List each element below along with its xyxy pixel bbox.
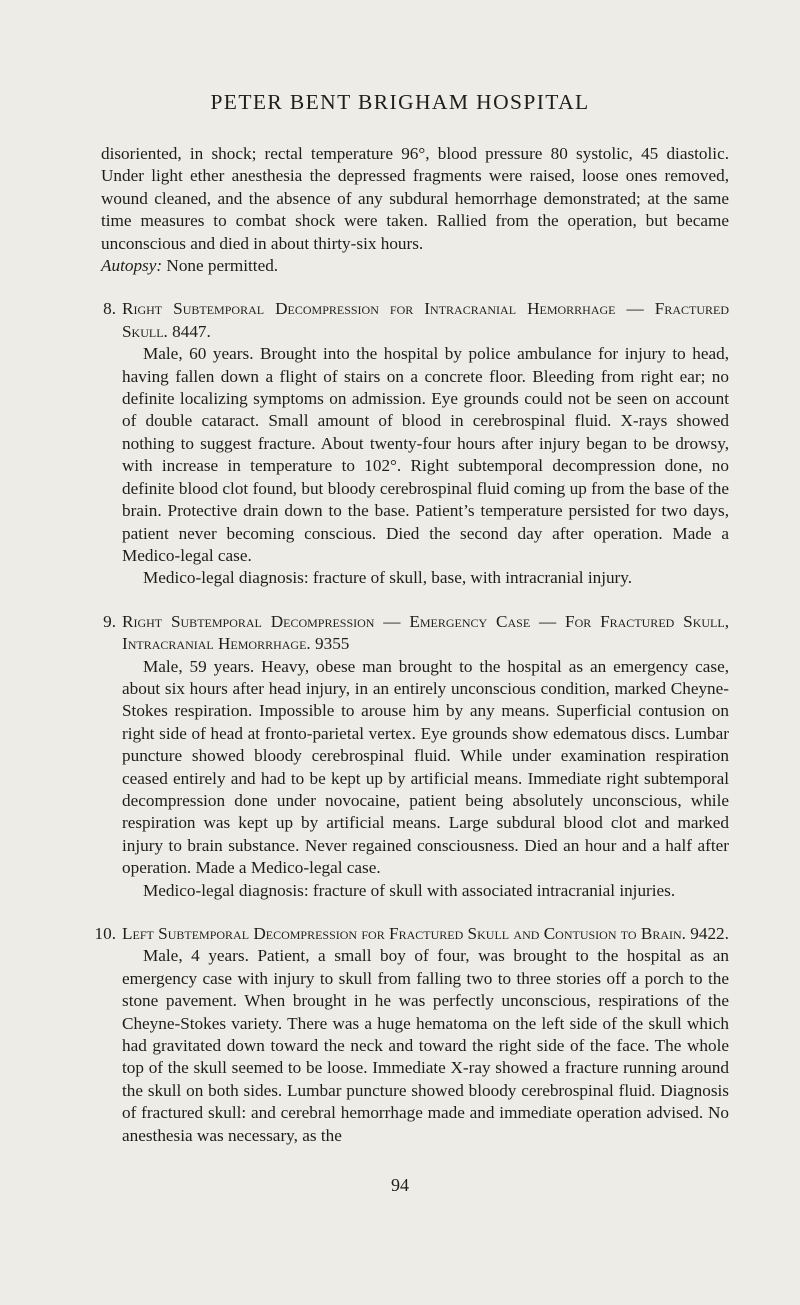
case-number: 10.: [94, 924, 116, 943]
case-number: 9.: [103, 611, 116, 631]
case-heading: [94, 923, 729, 945]
running-head: PETER BENT BRIGHAM HOSPITAL: [210, 90, 590, 114]
autopsy-text: None permitted.: [166, 256, 279, 276]
case-number: 8.: [103, 299, 116, 319]
case-entry: [101, 298, 729, 589]
case-title: Right Subtemporal Decompression for Intracranial Hemorrhage — Fractured Skull. 8447.: [122, 299, 729, 341]
page-number: 94: [391, 1175, 409, 1195]
continuation-paragraph: disoriented, in shock; rectal temperature 96°, blood pressure 80 systolic, 45 diastolic. Under light ether anesthesia the depressed fragments were raised, loose ones removed, wound cleaned, and the absence of any subdural hemorrhage demonstrated; at the same time measures to combat shock were taken. Rallied from the operation, but became unconscious and died in about thirty-six hours.: [101, 144, 729, 253]
case-body: [122, 945, 729, 1147]
case-paragraph: Male, 59 years. Heavy, obese man brought to the hospital as an emergency case, about six hours after head injury, in an entirely unconscious condition, marked Cheyne-Stokes respiration. Impossible to arouse him by any means. Superficial contusion on right side of head at fronto-parietal vertex. Eye grounds show edematous discs. Lumbar puncture showed bloody cerebrospinal fluid. While under examination respiration ceased entirely and had to be kept up by artificial means. Immediate right subtemporal decompression done under novocaine, patient being absolutely unconscious, while respiration was kept up by artificial means. Large subdural blood clot and marked injury to brain substance. Never regained consciousness. Died an hour and a half after operation. Made a Medico-legal case.: [122, 656, 729, 878]
case-heading: [101, 298, 729, 343]
case-paragraph: Male, 4 years. Patient, a small boy of four, was brought to the hospital as an emergency case with injury to skull from falling two to three stories off a porch to the stone pavement. When brought in he was perfectly unconscious, respirations of the Cheyne-Stokes variety. There was a huge hematoma on the left side of the skull which had gravitated down toward the neck and toward the right side of the face. The whole top of the skull seemed to be loose. Immediate X-ray showed a fracture running around the skull on both sides. Lumbar puncture showed bloody cerebrospinal fluid. Diagnosis of fractured skull: and cerebral hemorrhage made and immediate operation advised. No anesthesia was necessary, as the: [122, 946, 729, 1145]
case-entry: [94, 923, 729, 1147]
case-paragraph: Medico-legal diagnosis: fracture of skull, base, with intracranial injury.: [143, 568, 633, 588]
page-body: [94, 143, 729, 1147]
case-title: Right Subtemporal Decompression — Emergency Case — For Fractured Skull, Intracranial Hemorrhage. 9355: [122, 611, 729, 654]
case-paragraph: Male, 60 years. Brought into the hospital by police ambulance for injury to head, having fallen down a flight of stairs on a concrete floor. Bleeding from right ear; no definite localizing symptoms on admission. Eye grounds could not be seen on account of double cataract. Small amount of blood in cerebrospinal fluid. X-rays showed nothing to suggest fracture. About twenty-four hours after injury began to be drowsy, with increase in temperature to 102°. Right subtemporal decompression done, no definite blood clot found, but bloody cerebrospinal fluid coming up from the base of the brain. Protective drain down to the base. Patient’s temperature persisted for two days, patient never becoming conscious. Died the second day after operation. Made a Medico-legal case.: [122, 344, 729, 565]
case-title: Left Subtemporal Decompression for Fractured Skull and Contusion to Brain. 9422.: [122, 924, 729, 943]
case-entry: [101, 611, 729, 902]
case-body: [122, 656, 729, 902]
autopsy-line: [101, 255, 729, 277]
case-body: [122, 343, 729, 589]
autopsy-label: Autopsy:: [101, 256, 163, 276]
case-heading: [101, 611, 729, 656]
case-paragraph: Medico-legal diagnosis: fracture of skull with associated intracranial injuries.: [143, 880, 676, 900]
